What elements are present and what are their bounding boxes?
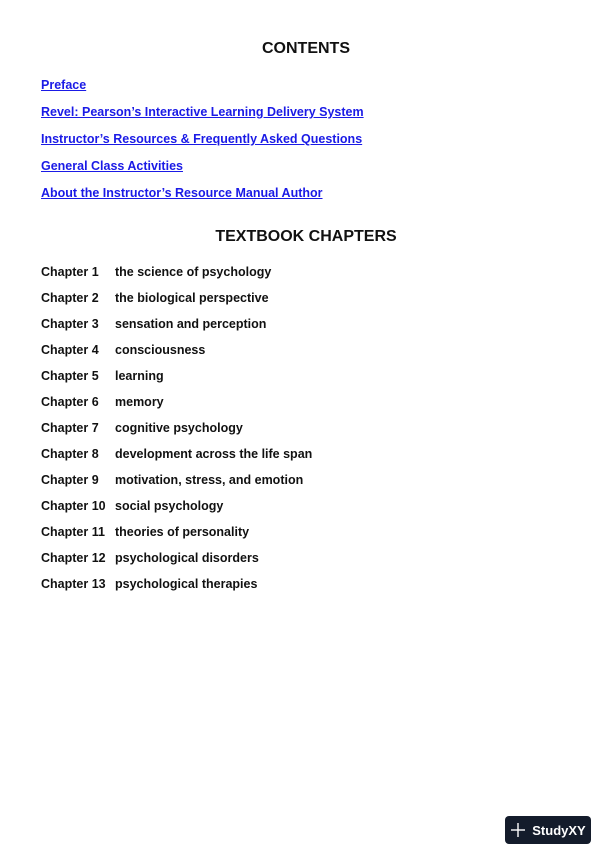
- chapter-number: Chapter 1: [41, 265, 99, 279]
- chapter-row: [41, 264, 312, 290]
- chapter-row: [41, 420, 312, 446]
- chapter-title: the science of psychology: [115, 265, 272, 279]
- contents-item-preface: [41, 77, 364, 104]
- chapter-row: [41, 342, 312, 368]
- contents-item-revel: [41, 104, 364, 131]
- contents-item-activities: [41, 158, 364, 185]
- revel-link[interactable]: Revel: Pearson’s Interactive Learning Delivery System: [41, 105, 364, 119]
- chapter-number: Chapter 9: [41, 473, 99, 487]
- chapter-number: Chapter 3: [41, 317, 99, 331]
- contents-item-author: [41, 185, 364, 212]
- contents-links: [41, 77, 364, 212]
- chapter-number: Chapter 11: [41, 525, 105, 539]
- chapter-number: Chapter 4: [41, 343, 99, 357]
- chapter-row: [41, 316, 312, 342]
- chapter-title: development across the life span: [115, 447, 313, 461]
- instructor-resources-link[interactable]: Instructor’s Resources & Frequently Asked Questions: [41, 132, 363, 146]
- chapter-row: [41, 576, 312, 602]
- class-activities-link[interactable]: General Class Activities: [41, 159, 183, 173]
- studyxy-label: StudyXY: [532, 822, 586, 838]
- chapter-number: Chapter 13: [41, 577, 106, 591]
- studyxy-badge[interactable]: [505, 816, 591, 844]
- chapter-number: Chapter 5: [41, 369, 99, 383]
- chapter-title: cognitive psychology: [115, 421, 243, 435]
- plus-cross-icon: [510, 822, 526, 838]
- chapter-row: [41, 498, 312, 524]
- chapter-title: social psychology: [115, 499, 224, 513]
- chapter-row: [41, 524, 312, 550]
- chapter-list: [41, 264, 312, 602]
- chapter-row: [41, 290, 312, 316]
- chapters-title: TEXTBOOK CHAPTERS: [215, 228, 397, 245]
- contents-item-resources: [41, 131, 364, 158]
- chapter-title: consciousness: [115, 343, 206, 357]
- preface-link[interactable]: Preface: [41, 78, 87, 92]
- chapter-row: [41, 550, 312, 576]
- chapter-number: Chapter 12: [41, 551, 106, 565]
- chapter-row: [41, 446, 312, 472]
- chapter-title: memory: [115, 395, 164, 409]
- chapter-title: theories of personality: [115, 525, 250, 539]
- contents-title: CONTENTS: [262, 40, 350, 57]
- chapter-row: [41, 472, 312, 498]
- chapter-title: sensation and perception: [115, 317, 267, 331]
- chapter-row: [41, 368, 312, 394]
- chapter-number: Chapter 8: [41, 447, 99, 461]
- chapter-number: Chapter 2: [41, 291, 99, 305]
- chapter-number: Chapter 10: [41, 499, 106, 513]
- chapter-title: motivation, stress, and emotion: [115, 473, 304, 487]
- chapter-number: Chapter 6: [41, 395, 99, 409]
- chapter-title: learning: [115, 369, 164, 383]
- chapter-title: psychological disorders: [115, 551, 259, 565]
- chapter-number: Chapter 7: [41, 421, 99, 435]
- chapter-title: the biological perspective: [115, 291, 269, 305]
- about-author-link[interactable]: About the Instructor’s Resource Manual Author: [41, 186, 323, 200]
- chapter-row: [41, 394, 312, 420]
- chapter-title: psychological therapies: [115, 577, 258, 591]
